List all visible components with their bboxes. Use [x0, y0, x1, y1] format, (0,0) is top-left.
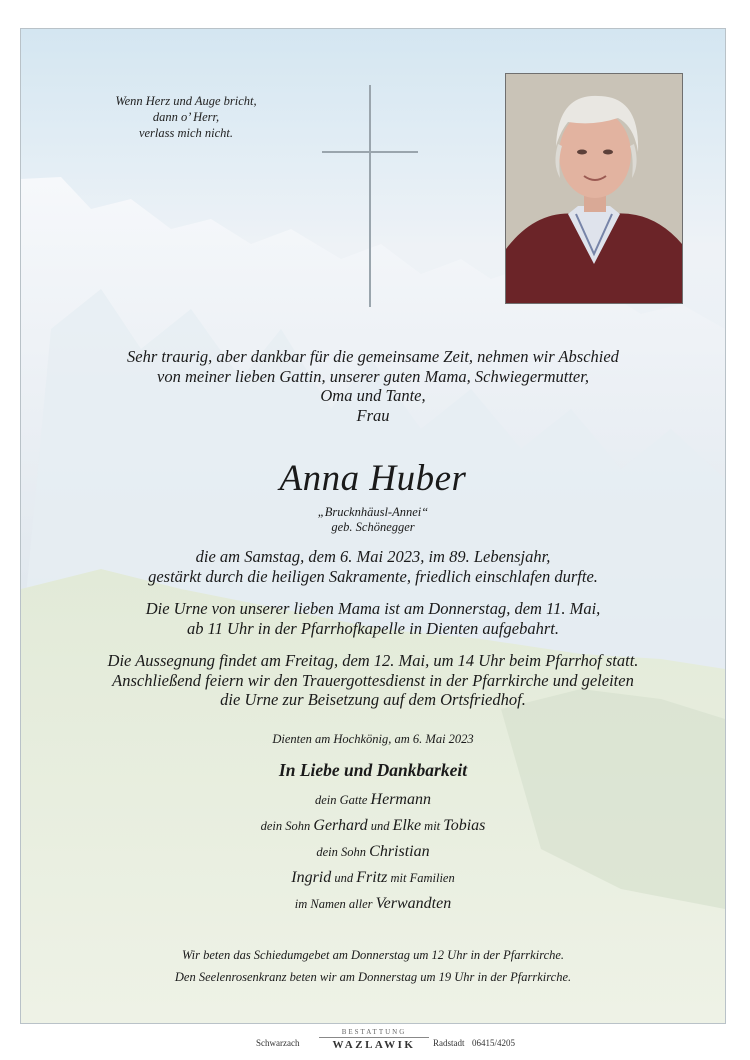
relation: im Namen aller — [294, 897, 376, 911]
motto — [61, 93, 311, 141]
mourner-name: Elke — [392, 817, 422, 834]
relation: mit Familien — [387, 871, 455, 885]
relation: dein Sohn — [260, 819, 314, 833]
motto-line: verlass mich nicht. — [138, 126, 234, 140]
mourner-line — [21, 865, 725, 891]
mourner-line — [21, 839, 725, 865]
footer-location-left: Schwarzach — [256, 1038, 300, 1048]
undertaker-logo — [319, 1027, 429, 1052]
intro-line: Sehr traurig, aber dankbar für die gemeinsame Zeit, nehmen wir Abschied — [127, 347, 619, 366]
intro-line: Frau — [356, 405, 390, 425]
place-date: Dienten am Hochkönig, am 6. Mai 2023 — [272, 732, 474, 746]
connector: und — [331, 871, 357, 885]
portrait-icon — [506, 74, 682, 303]
death-line: gestärkt durch die heiligen Sakramente, friedlich einschlafen durfte. — [148, 566, 598, 586]
motto-line: dann o’ Herr, — [152, 110, 220, 124]
prayer-line: Wir beten das Schiedumgebet am Donnerstag um 12 Uhr in der Pfarrkirche. — [181, 948, 565, 962]
relation: dein Sohn — [316, 845, 370, 859]
prayer-line: Den Seelenrosenkranz beten wir am Donnerstag um 19 Uhr in der Pfarrkirche. — [174, 970, 572, 984]
nickname: „Brucknhäusl-Annei“ — [317, 505, 429, 519]
death-line: die am Samstag, dem 6. Mai 2023, im 89. Lebensjahr, — [195, 547, 551, 566]
intro-line: von meiner lieben Gattin, unserer guten Mama, Schwiegermutter, — [157, 366, 589, 386]
connector: und — [367, 819, 393, 833]
urn-text — [21, 599, 725, 638]
obituary-card — [20, 28, 726, 1024]
prayer-notice — [21, 944, 725, 988]
mourner-name: Tobias — [443, 817, 486, 834]
urn-line: Die Urne von unserer lieben Mama ist am Donnerstag, dem 11. Mai, — [145, 599, 601, 618]
logo-title: WAZLAWIK — [332, 1039, 416, 1051]
blessing-line: Anschließend feiern wir den Trauergottesdienst in der Pfarrkirche und geleiten — [112, 670, 634, 690]
relation: dein Gatte — [315, 793, 371, 807]
portrait-photo — [505, 73, 683, 304]
mourner-name: Fritz — [356, 869, 388, 886]
name-details — [21, 505, 725, 535]
blessing-line: die Urne zur Beisetzung auf dem Ortsfriedhof. — [220, 690, 526, 709]
motto-line: Wenn Herz und Auge bricht, — [115, 94, 257, 108]
death-text — [21, 547, 725, 586]
footer-phone: 06415/4205 — [472, 1038, 516, 1048]
closing-phrase: In Liebe und Dankbarkeit — [278, 760, 468, 780]
urn-line: ab 11 Uhr in der Pfarrhofkapelle in Dienten aufgebahrt. — [187, 618, 559, 638]
blessing-text — [21, 651, 725, 710]
mourner-line — [21, 787, 725, 813]
footer — [0, 1027, 750, 1060]
mourner-name: Verwandten — [375, 895, 452, 912]
mourner-line — [21, 891, 725, 917]
birth-name: geb. Schönegger — [331, 520, 415, 534]
intro-line: Oma und Tante, — [320, 386, 426, 405]
blessing-line: Die Aussegnung findet am Freitag, dem 12. Mai, um 14 Uhr beim Pfarrhof statt. — [107, 651, 639, 670]
mourner-name: Hermann — [370, 791, 431, 808]
connector: mit — [421, 819, 444, 833]
cross-horizontal — [322, 151, 418, 153]
logo-subtitle: BESTATTUNG — [319, 1027, 429, 1038]
mourner-name: Gerhard — [313, 817, 368, 834]
mourners-list — [21, 787, 725, 917]
deceased-name: Anna Huber — [279, 458, 467, 499]
footer-location-right: Radstadt — [433, 1038, 465, 1048]
mourner-name: Ingrid — [291, 869, 332, 886]
mourner-name: Christian — [369, 843, 430, 860]
cross-vertical — [369, 85, 371, 307]
intro-text — [21, 347, 725, 425]
mourner-line — [21, 813, 725, 839]
